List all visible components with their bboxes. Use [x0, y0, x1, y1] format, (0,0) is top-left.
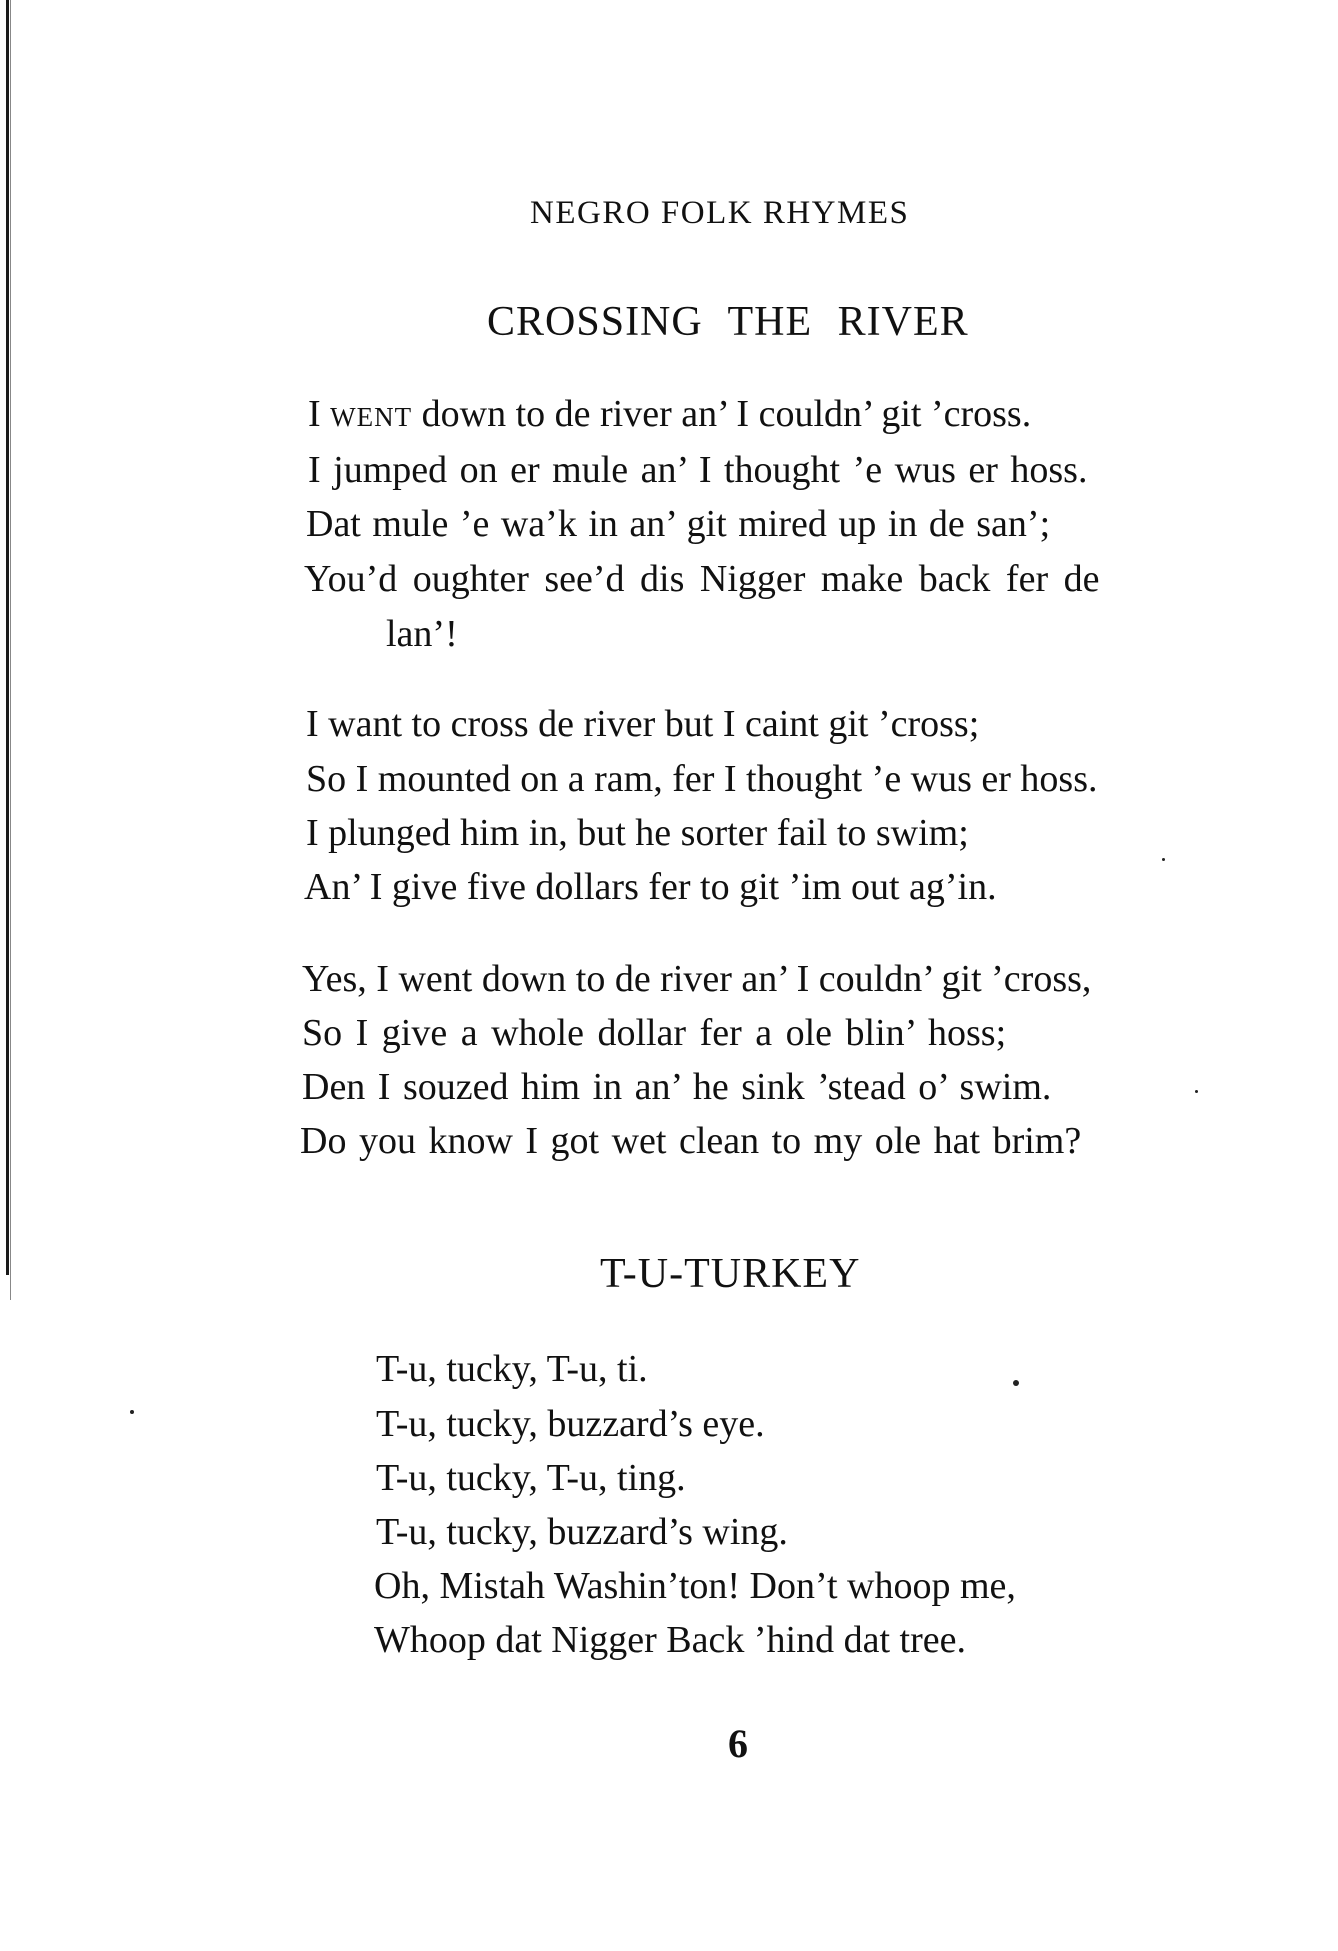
poem1-stanza1-line5: lan’!	[386, 613, 458, 655]
poem1-stanza3-line4: Do you know I got wet clean to my ole hat brim?	[300, 1120, 1082, 1162]
poem2-stanza2-line1: I want to cross de river but I caint git ’cross;	[306, 703, 980, 745]
running-head: NEGRO FOLK RHYMES	[530, 195, 910, 231]
poem1-stanza3-line2: So I give a whole dollar fer a ole blin’ hoss;	[302, 1012, 1007, 1054]
scan-speck	[130, 1410, 134, 1414]
page-edge-rule-thin	[10, 0, 11, 1300]
poem2-line2: T-u, tucky, buzzard’s eye.	[376, 1403, 765, 1445]
poem-title-crossing-the-river: CROSSING THE RIVER	[487, 299, 969, 345]
poem1-stanza1-line4: You’d oughter see’d dis Nigger make back fer de	[304, 558, 1100, 600]
stanza1-first-word: I	[308, 393, 321, 435]
poem1-stanza2-line4: An’ I give five dollars fer to git ’im out ag’in.	[304, 866, 997, 908]
scan-speck	[1013, 1380, 1019, 1386]
stanza1-small-caps-word: went	[330, 393, 413, 435]
poem2-line6: Whoop dat Nigger Back ’hind dat tree.	[374, 1619, 966, 1661]
poem2-line3: T-u, tucky, T-u, ting.	[376, 1457, 686, 1499]
poem1-stanza1-line3: Dat mule ’e wa’k in an’ git mired up in de san’;	[306, 503, 1051, 545]
poem2-line4: T-u, tucky, buzzard’s wing.	[376, 1511, 788, 1553]
poem2-line1: T-u, tucky, T-u, ti.	[376, 1348, 648, 1390]
poem1-stanza2-line2: So I mounted on a ram, fer I thought ’e wus er hoss.	[306, 758, 1098, 800]
scan-speck	[1195, 1090, 1198, 1093]
scan-speck	[1162, 858, 1165, 861]
poem1-stanza3-line3: Den I souzed him in an’ he sink ’stead o’ swim.	[302, 1066, 1052, 1108]
page-edge-rule	[6, 0, 9, 1275]
poem1-stanza1-line2: I jumped on er mule an’ I thought ’e wus er hoss.	[308, 449, 1088, 491]
poem-title-t-u-turkey: T-U-TURKEY	[600, 1251, 861, 1297]
page-number: 6	[728, 1721, 748, 1766]
poem2-line5: Oh, Mistah Washin’ton! Don’t whoop me,	[374, 1565, 1016, 1607]
poem1-stanza2-line3: I plunged him in, but he sorter fail to swim;	[306, 812, 969, 854]
poem1-stanza3-line1: Yes, I went down to de river an’ I couldn’ git ’cross,	[302, 958, 1092, 1000]
stanza1-line1-rest: down to de river an’ I couldn’ git ’cross.	[412, 393, 1032, 435]
poem1-stanza1-line1	[308, 395, 1031, 433]
